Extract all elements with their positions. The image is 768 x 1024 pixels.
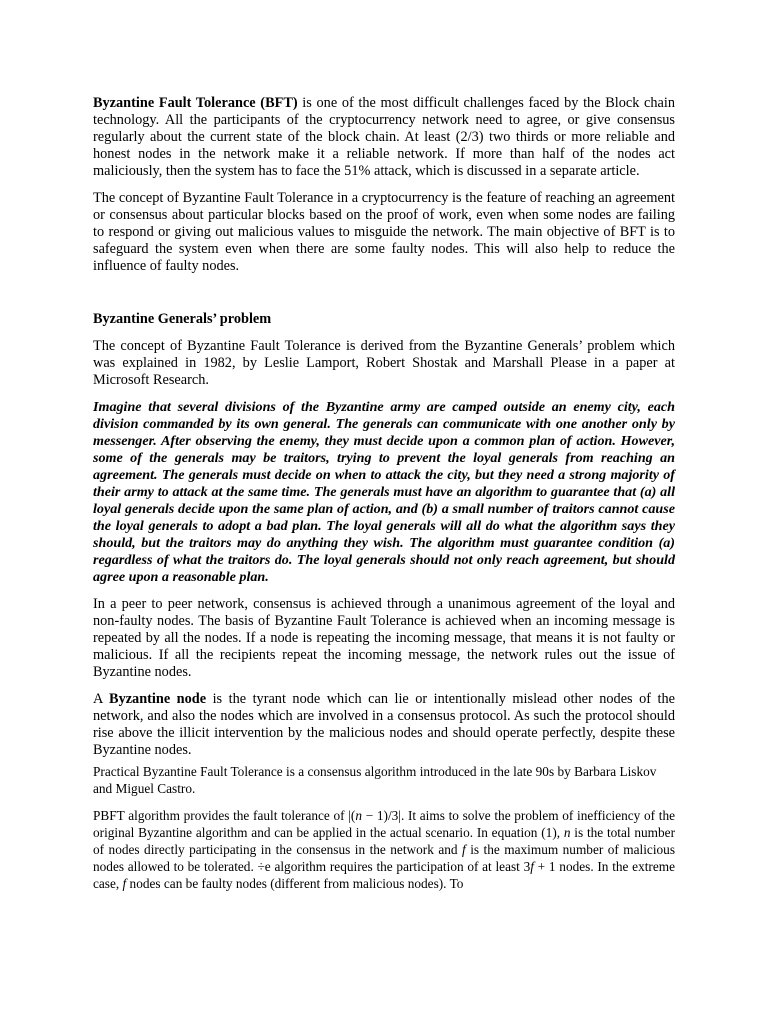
section-heading: Byzantine Generals’ problem xyxy=(93,311,272,327)
paragraph-lead: A xyxy=(93,691,110,707)
math-var: f xyxy=(122,876,127,891)
term-bft: Byzantine Fault Tolerance (BFT) xyxy=(93,95,298,111)
paragraph-pbft-intro: Practical Byzantine Fault Tolerance is a consensus algorithm introduced in the late 90s by Barbara Liskov and Miguel Castro. xyxy=(93,764,657,796)
document-page xyxy=(93,95,675,892)
paragraph-bft-intro xyxy=(93,95,675,180)
text-run: is the maximum number of malicious nodes allowed to be tolerated. ÷e algorithm requires the participation of at least 3 xyxy=(93,842,676,874)
text-run: − 1)/3|. It aims to solve the problem of inefficiency of the original Byzantine algorithm and can be applied in the actual scenario. In equation (1), xyxy=(93,808,675,840)
paragraph-text: is the tyrant node which can lie or intentionally mislead other nodes of the network, and also the nodes which are involved in a consensus protocol. As such the protocol should rise above the illicit intervention by the malicious nodes and should operate perfectly, despite these Byzantine nodes. xyxy=(93,691,675,758)
term-byzantine-node: Byzantine node xyxy=(109,691,207,707)
paragraph-p2p-consensus: In a peer to peer network, consensus is achieved through a unanimous agreement of the loyal and non-faulty nodes. The basis of Byzantine Fault Tolerance is achieved when an incoming message is repeated by all the nodes. If a node is repeating the incoming message, that means it is not faulty or malicious. If all the recipients repeat the incoming message, the network rules out the issue of Byzantine nodes. xyxy=(93,596,675,680)
math-var: f xyxy=(530,859,534,874)
text-run: nodes can be faulty nodes (different from malicious nodes). To xyxy=(126,876,464,891)
paragraph-generals-origin: The concept of Byzantine Fault Tolerance is derived from the Byzantine Generals’ problem which was explained in 1982, by Leslie Lamport, Robert Shostak and Marshall Please in a paper at Microsoft Research. xyxy=(93,338,675,388)
text-run: PBFT algorithm provides the fault tolerance of |( xyxy=(93,808,356,823)
paragraph-text: is one of the most difficult challenges faced by the Block chain technology. All the participants of the cryptocurrency network need to agree, or give consensus regularly about the current state of the block chain. At least (2/3) two thirds or more reliable and honest nodes in the network make it a reliable network. If more than half of the nodes act maliciously, then the system has to face the 51% attack, which is discussed in a separate article. xyxy=(93,95,676,179)
text-run: + 1 nodes. In the extreme case, xyxy=(93,859,675,891)
math-var: n xyxy=(563,825,571,840)
math-var: f xyxy=(462,842,466,857)
text-run: is the total number of nodes directly participating in the consensus in the network and xyxy=(93,825,675,857)
block-quote: Imagine that several divisions of the Byzantine army are camped outside an enemy city, each division commanded by its own general. The generals can communicate with one another only by messenger. After observing the enemy, they must decide upon a common plan of action. However, some of the generals may be traitors, trying to prevent the loyal generals from reaching an agreement. The generals must decide on when to attack the city, but they need a strong majority of their army to attack at the same time. The generals must have an algorithm to guarantee that (a) all loyal generals decide upon the same plan of action, and (b) a small number of traitors cannot cause the loyal generals to adopt a bad plan. The loyal generals will all do what the algorithm says they should, but the traitors may do anything they wish. The algorithm must guarantee condition (a) regardless of what the traitors do. The loyal generals should not only reach agreement, but should agree upon a reasonable plan. xyxy=(93,399,675,585)
paragraph-byzantine-node xyxy=(93,691,675,759)
paragraph-pbft-details xyxy=(93,807,675,892)
math-var: n xyxy=(355,808,362,823)
paragraph-bft-concept: The concept of Byzantine Fault Tolerance in a cryptocurrency is the feature of reaching an agreement or consensus about particular blocks based on the proof of work, even when some nodes are failing to respond or giving out malicious values to misguide the network. The main objective of BFT is to safeguard the system even when there are some faulty nodes. This will also help to reduce the influence of faulty nodes. xyxy=(93,190,675,274)
